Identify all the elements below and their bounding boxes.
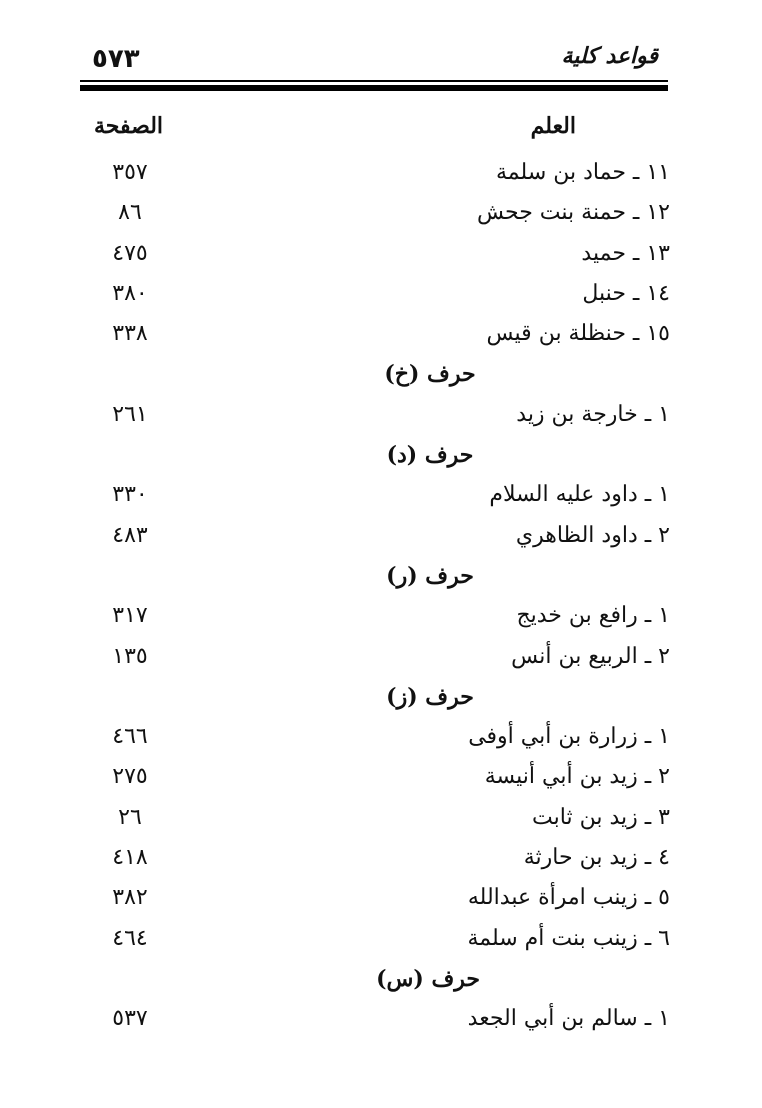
index-entry [0, 1004, 762, 1044]
index-entry [0, 198, 762, 238]
entry-page-number: ١٣٥ [112, 643, 148, 669]
entry-name: ٥ ـ زينب امرأة عبدالله [467, 885, 670, 911]
entry-name: ٢ ـ الربيع بن أنس [511, 643, 670, 669]
entry-name: ١ ـ زرارة بن أبي أوفى [468, 724, 670, 750]
index-list [0, 158, 762, 1045]
entry-name: ١٣ ـ حميد [581, 240, 670, 266]
entry-page-number: ٢٧٥ [112, 764, 148, 790]
section-heading: حرف (س) [376, 965, 480, 992]
entry-page-number: ٣٥٧ [112, 160, 148, 185]
index-entry [0, 843, 762, 883]
index-entry [0, 319, 762, 359]
index-entry [0, 480, 762, 520]
entry-name: ١ ـ خارجة بن زيد [516, 401, 670, 427]
entry-name: ٢ ـ زيد بن أبي أنيسة [484, 764, 670, 790]
entry-page-number: ٣٨٢ [112, 885, 148, 911]
header-rule-thin [80, 80, 668, 82]
entry-page-number: ٤٦٦ [112, 724, 148, 750]
index-entry [0, 883, 762, 923]
page-header [0, 0, 762, 95]
index-entry [0, 400, 762, 440]
index-entry [0, 601, 762, 641]
header-rule-thick [80, 85, 668, 91]
index-entry [0, 521, 762, 561]
entry-page-number: ٤٨٣ [112, 522, 148, 548]
entry-page-number: ٣٣٠ [112, 482, 148, 508]
section-heading-row [0, 359, 762, 399]
index-entry [0, 158, 762, 198]
index-entry [0, 722, 762, 762]
section-heading-row [0, 561, 762, 601]
section-heading-row [0, 440, 762, 480]
index-entry [0, 762, 762, 802]
entry-page-number: ٥٣٧ [112, 1006, 148, 1032]
column-header-page: الصفحة [94, 113, 164, 139]
index-entry [0, 239, 762, 279]
entry-page-number: ٤٧٥ [112, 240, 148, 266]
entry-page-number: ٤٦٤ [112, 925, 148, 951]
entry-name: ١ ـ داود عليه السلام [489, 482, 670, 508]
entry-page-number: ٣٣٨ [112, 321, 148, 347]
entry-name: ١٢ ـ حمنة بنت جحش [476, 200, 670, 226]
entry-name: ١٤ ـ حنبل [582, 280, 670, 306]
entry-page-number: ٢٦١ [112, 401, 148, 427]
section-heading-row [0, 682, 762, 722]
entry-name: ١ ـ رافع بن خديج [516, 603, 670, 629]
section-heading-row [0, 964, 762, 1004]
index-entry [0, 279, 762, 319]
section-heading: حرف (ر) [386, 562, 474, 589]
entry-name: ١٥ ـ حنظلة بن قيس [486, 321, 670, 347]
entry-page-number: ٢٦ [118, 804, 142, 830]
index-entry [0, 803, 762, 843]
section-heading: حرف (د) [386, 442, 474, 469]
entry-page-number: ٨٦ [118, 200, 142, 226]
entry-page-number: ٣٨٠ [112, 280, 148, 306]
column-header-name: العلم [530, 113, 576, 139]
index-entry [0, 924, 762, 964]
entry-name: ٤ ـ زيد بن حارثة [523, 845, 670, 871]
entry-page-number: ٣١٧ [112, 603, 148, 629]
page-number: ٥٧٣ [92, 44, 140, 74]
entry-name: ٣ ـ زيد بن ثابت [532, 804, 670, 830]
entry-name: ١ ـ سالم بن أبي الجعد [467, 1006, 670, 1032]
column-headers [0, 113, 762, 147]
entry-name: ١١ ـ حماد بن سلمة [496, 160, 670, 185]
section-heading: حرف (خ) [384, 361, 476, 388]
index-entry [0, 642, 762, 682]
entry-name: ٦ ـ زينب بنت أم سلمة [467, 925, 670, 951]
entry-page-number: ٤١٨ [112, 845, 148, 871]
entry-name: ٢ ـ داود الظاهري [515, 522, 670, 548]
running-title: قواعد كلية [561, 44, 658, 69]
section-heading: حرف (ز) [386, 683, 474, 710]
